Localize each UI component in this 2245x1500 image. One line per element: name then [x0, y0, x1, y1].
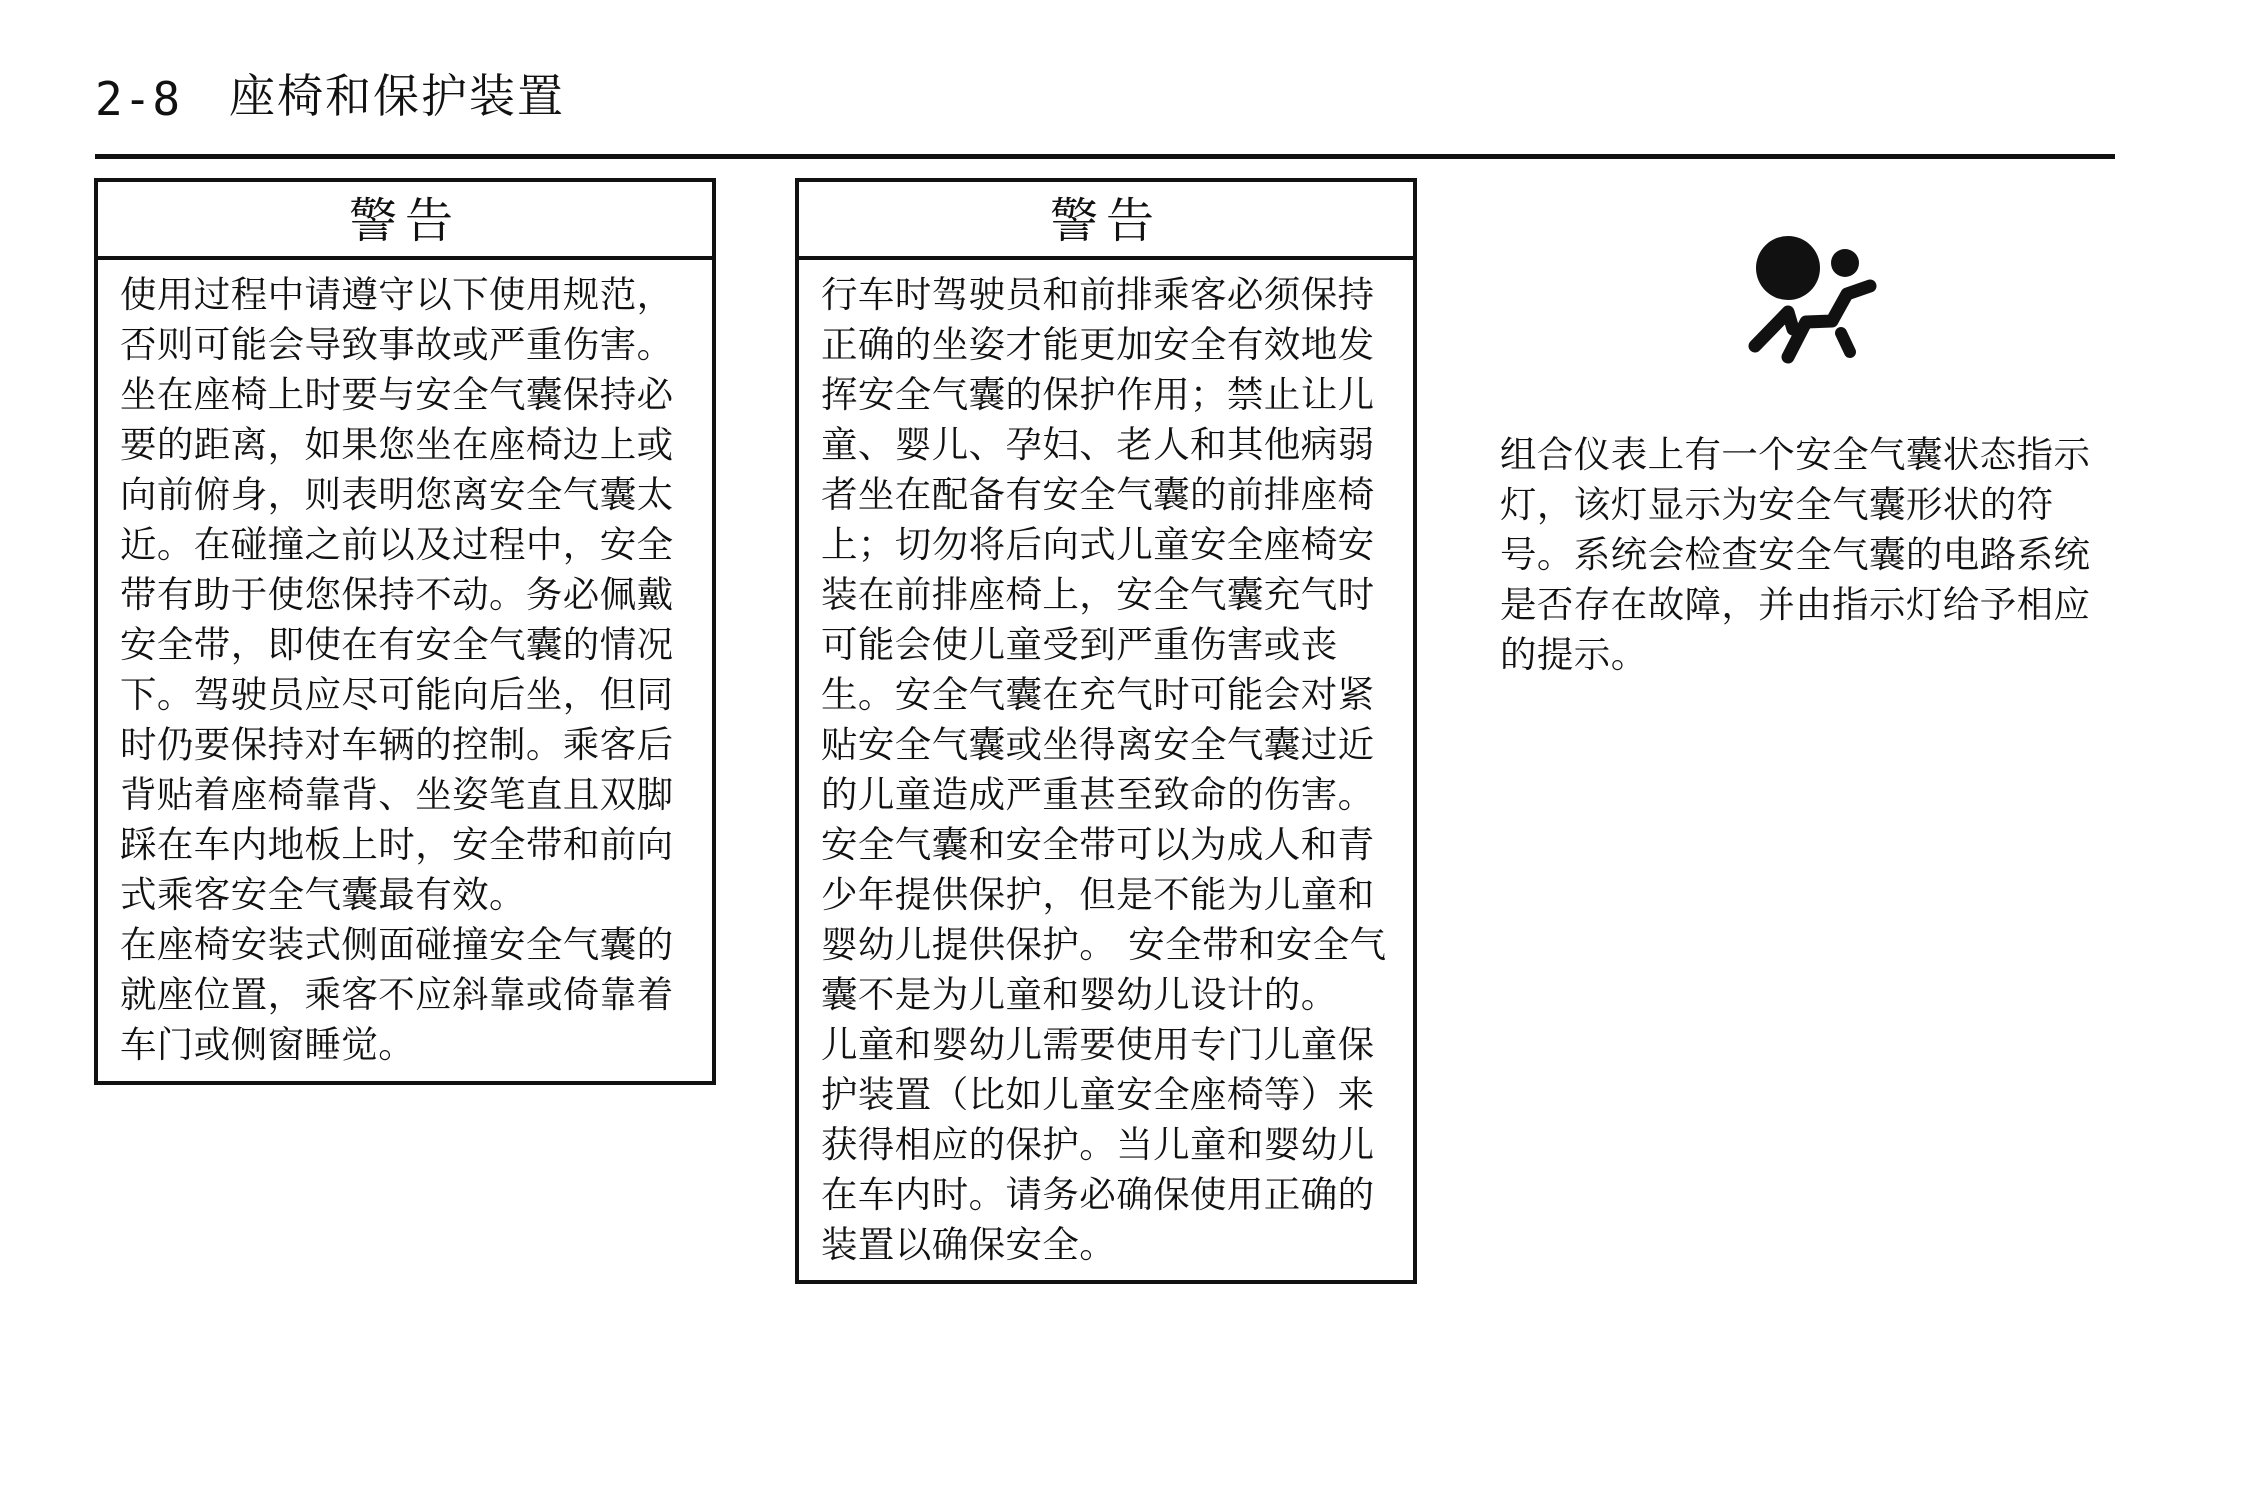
warning-body — [799, 260, 1413, 1270]
warning-paragraph: 使用过程中请遵守以下使用规范，否则可能会导致事故或严重伤害。 — [120, 273, 674, 366]
warning-body — [98, 260, 712, 1070]
page-number: 2-8 — [95, 72, 182, 126]
page-title: 座椅和保护装置 — [229, 69, 565, 123]
warning-box-child-safety — [795, 178, 1417, 1284]
page-header — [95, 70, 2115, 159]
warning-paragraph: 在座椅安装式侧面碰撞安全气囊的就座位置，乘客不应斜靠或倚靠着车门或侧窗睡觉。 — [120, 923, 674, 1066]
warning-paragraph: 坐在座椅上时要与安全气囊保持必要的距离，如果您坐在座椅边上或向前俯身，则表明您离安全气囊太近。在碰撞之前以及过程中，安全带有助于使您保持不动。务必佩戴安全带，即使在有安全气囊的情况下。驾驶员应尽可能向后坐，但同时仍要保持对车辆的控制。乘客后背贴着座椅靠背、坐姿笔直且双脚踩在车内地板上时，安全带和前向式乘客安全气囊最有效。 — [120, 373, 674, 916]
warning-title: 警告 — [799, 182, 1413, 260]
airbag-readiness-icon — [1740, 228, 1890, 378]
indicator-description: 组合仪表上有一个安全气囊状态指示灯，该灯显示为安全气囊形状的符号。系统会检查安全气囊的电路系统是否存在故障，并由指示灯给予相应的提示。 — [1500, 433, 2091, 676]
warning-paragraph: 安全气囊和安全带可以为成人和青少年提供保护，但是不能为儿童和婴幼儿提供保护。 安全带和安全气囊不是为儿童和婴幼儿设计的。 — [821, 823, 1387, 1016]
warning-paragraph: 儿童和婴幼儿需要使用专门儿童保护装置（比如儿童安全座椅等）来获得相应的保护。当儿童和婴幼儿在车内时。请务必确保使用正确的装置以确保安全。 — [821, 1023, 1375, 1266]
warning-title: 警告 — [98, 182, 712, 260]
warning-paragraph: 行车时驾驶员和前排乘客必须保持正确的坐姿才能更加安全有效地发挥安全气囊的保护作用；禁止让儿童、婴儿、孕妇、老人和其他病弱者坐在配备有安全气囊的前排座椅上；切勿将后向式儿童安全座椅安装在前排座椅上，安全气囊充气时可能会使儿童受到严重伤害或丧生。安全气囊在充气时可能会对紧贴安全气囊或坐得离安全气囊过近的儿童造成严重甚至致命的伤害。 — [821, 273, 1375, 816]
warning-box-seating-guidelines — [94, 178, 716, 1085]
airbag-indicator — [1740, 228, 1890, 378]
